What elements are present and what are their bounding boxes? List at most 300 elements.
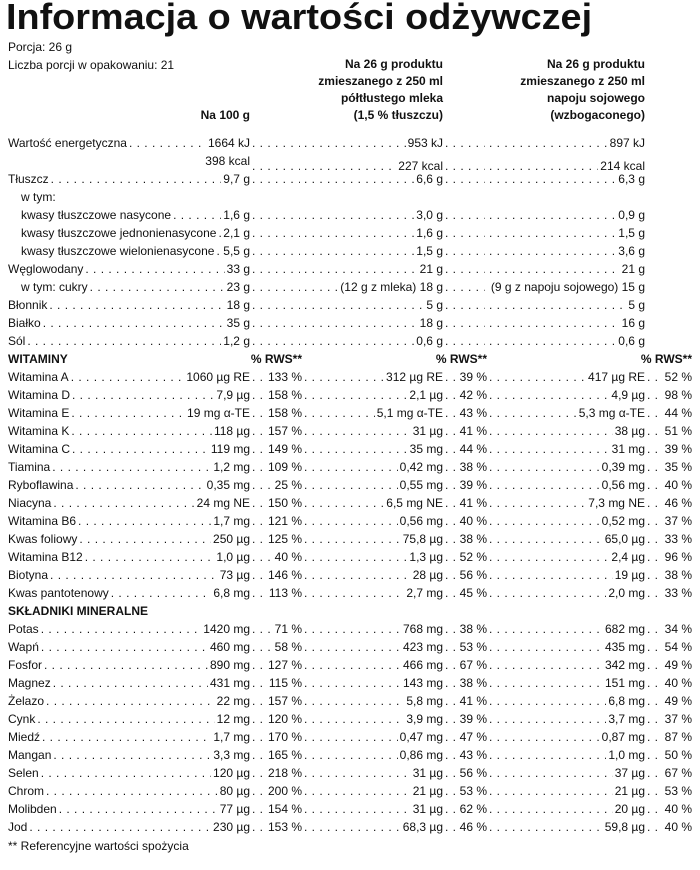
table-row xyxy=(8,656,692,674)
rws-soy: 87 % xyxy=(664,730,692,744)
dot-leader xyxy=(489,692,606,710)
table-row xyxy=(8,386,692,404)
amount-per-100g: 398 kcal xyxy=(205,154,250,168)
column-header-line: Na 26 g produktu xyxy=(344,57,443,71)
table-row xyxy=(8,818,692,836)
column-header-soy xyxy=(520,56,645,124)
cell-v3 xyxy=(487,746,645,764)
amount-soy: 342 mg xyxy=(604,658,645,672)
dot-leader xyxy=(445,674,458,692)
dot-leader xyxy=(252,386,266,404)
amount-milk: 227 kcal xyxy=(398,159,443,173)
table-row xyxy=(8,548,692,566)
cell-p2 xyxy=(443,530,487,548)
dot-leader xyxy=(304,260,418,278)
rws-milk: 53 % xyxy=(459,784,487,798)
table-row xyxy=(8,224,692,242)
amount-soy: 6,3 g xyxy=(618,172,645,186)
amount-soy: 3,7 mg xyxy=(608,712,645,726)
amount-milk: 68,3 µg xyxy=(402,820,443,834)
cell-v3 xyxy=(487,134,645,152)
cell-v2 xyxy=(302,260,443,278)
dot-leader xyxy=(41,620,202,638)
dot-leader xyxy=(647,800,663,818)
amount-soy: 16 g xyxy=(621,316,645,330)
rws-per-100g: 125 % xyxy=(267,532,302,546)
dot-leader xyxy=(78,512,211,530)
amount-per-100g: 1,7 mg xyxy=(213,514,250,528)
column-header-milk xyxy=(318,56,443,124)
cell-p2 xyxy=(443,584,487,602)
cell-p3 xyxy=(645,638,692,656)
column-header-per-100g: Na 100 g xyxy=(200,108,250,122)
row-label: Kwas foliowy xyxy=(8,532,78,546)
label-and-col1 xyxy=(8,584,250,602)
dot-leader xyxy=(304,674,401,692)
table-row xyxy=(8,782,692,800)
servings-per-pack: Liczba porcji w opakowaniu: 21 xyxy=(8,58,175,72)
dot-leader xyxy=(304,224,414,242)
row-label: Miedź xyxy=(8,730,41,744)
dot-leader xyxy=(489,260,620,278)
cell-v2 xyxy=(302,440,443,458)
rws-per-100g: % RWS** xyxy=(250,352,302,366)
cell-p2 xyxy=(443,386,487,404)
dot-leader xyxy=(53,674,208,692)
dot-leader xyxy=(304,296,424,314)
label-and-col1 xyxy=(8,710,250,728)
cell-v2 xyxy=(302,242,443,260)
amount-soy: 6,8 mg xyxy=(608,694,645,708)
cell-v2 xyxy=(302,404,443,422)
cell-v2 xyxy=(302,422,443,440)
row-label: kwasy tłuszczowe jednonienasycone xyxy=(21,226,217,240)
cell-p1 xyxy=(250,638,302,656)
rws-soy: 44 % xyxy=(664,406,692,420)
amount-per-100g: 120 µg xyxy=(213,766,250,780)
cell-v2 xyxy=(302,386,443,404)
rws-milk: 42 % xyxy=(459,388,487,402)
rws-per-100g: 127 % xyxy=(267,658,302,672)
dot-leader xyxy=(647,584,663,602)
cell-p1 xyxy=(250,368,302,386)
rws-soy: 33 % xyxy=(664,532,692,546)
row-label: Witamina B6 xyxy=(8,514,77,528)
label-and-col1 xyxy=(8,818,250,836)
dot-leader xyxy=(252,440,266,458)
cell-v3 xyxy=(487,584,645,602)
dot-leader xyxy=(647,566,663,584)
table-row xyxy=(8,170,692,188)
amount-per-100g: 73 µg xyxy=(219,568,250,582)
rws-soy: 53 % xyxy=(664,784,692,798)
dot-leader xyxy=(304,368,384,386)
table-row xyxy=(8,206,692,224)
dot-leader xyxy=(445,242,485,260)
dot-leader xyxy=(252,224,300,242)
rws-per-100g: 200 % xyxy=(267,784,302,798)
cell-p2 xyxy=(443,314,487,332)
dot-leader xyxy=(647,692,663,710)
dot-leader xyxy=(489,314,620,332)
label-and-col1 xyxy=(8,260,250,278)
rws-soy: 40 % xyxy=(664,802,692,816)
dot-leader xyxy=(647,548,663,566)
column-header-line: zmieszanego z 250 ml xyxy=(318,74,443,88)
rws-soy: 98 % xyxy=(664,388,692,402)
dot-leader xyxy=(445,512,458,530)
row-label: Tłuszcz xyxy=(8,172,49,186)
rws-soy: 96 % xyxy=(664,550,692,564)
dot-leader xyxy=(46,782,218,800)
dot-leader xyxy=(445,476,458,494)
serving-size: Porcja: 26 g xyxy=(8,40,73,54)
dot-leader xyxy=(129,134,206,152)
rws-per-100g: 58 % xyxy=(274,640,302,654)
amount-milk: 0,55 mg xyxy=(399,478,443,492)
row-label: Węglowodany xyxy=(8,262,84,276)
dot-leader xyxy=(41,638,208,656)
cell-v3 xyxy=(487,458,645,476)
table-row xyxy=(8,530,692,548)
dot-leader xyxy=(252,638,273,656)
dot-leader xyxy=(445,458,458,476)
dot-leader xyxy=(43,314,225,332)
amount-per-100g: 19 mg α-TE xyxy=(187,406,250,420)
cell-p1 xyxy=(250,656,302,674)
dot-leader xyxy=(647,764,663,782)
cell-p2 xyxy=(443,800,487,818)
row-label: Wapń xyxy=(8,640,39,654)
dot-leader xyxy=(647,512,663,530)
dot-leader xyxy=(252,728,266,746)
amount-soy: 7,3 mg NE xyxy=(588,496,645,510)
amount-milk: 75,8 µg xyxy=(402,532,443,546)
label-and-col1 xyxy=(8,728,250,746)
rws-milk: 67 % xyxy=(459,658,487,672)
cell-p1 xyxy=(250,818,302,836)
cell-v3 xyxy=(487,278,645,296)
amount-per-100g: 1,2 g xyxy=(223,334,250,348)
dot-leader xyxy=(53,746,211,764)
row-label: SKŁADNIKI MINERALNE xyxy=(8,604,148,618)
dot-leader xyxy=(445,404,458,422)
dot-leader xyxy=(37,710,214,728)
cell-p3 xyxy=(645,674,692,692)
dot-leader xyxy=(252,818,266,836)
cell-p1 xyxy=(250,314,302,332)
rws-milk: 43 % xyxy=(459,406,487,420)
amount-per-100g: 1060 µg RE xyxy=(186,370,250,384)
amount-milk: 143 mg xyxy=(402,676,443,690)
dot-leader xyxy=(489,710,606,728)
cell-p3 xyxy=(645,656,692,674)
amount-milk: 3,9 mg xyxy=(406,712,443,726)
cell-v2 xyxy=(302,278,443,296)
cell-p1 xyxy=(250,404,302,422)
cell-p1 xyxy=(250,278,302,296)
amount-milk: 21 g xyxy=(419,262,443,276)
cell-p2 xyxy=(443,296,487,314)
dot-leader xyxy=(27,332,221,350)
amount-per-100g: 1664 kJ xyxy=(207,136,250,150)
rws-milk: 38 % xyxy=(459,676,487,690)
cell-v3 xyxy=(487,656,645,674)
cell-p3 xyxy=(645,800,692,818)
row-label: Kwas pantotenowy xyxy=(8,586,109,600)
cell-v2 xyxy=(302,368,443,386)
row-label: Ryboflawina xyxy=(8,478,74,492)
label-and-col1 xyxy=(8,674,250,692)
cell-v3 xyxy=(487,422,645,440)
cell-p3 xyxy=(645,710,692,728)
footnote: ** Referencyjne wartości spożycia xyxy=(8,839,189,853)
row-label: kwasy tłuszczowe wielonienasycone xyxy=(21,244,215,258)
label-and-col1 xyxy=(8,476,250,494)
amount-per-100g: 119 mg xyxy=(210,442,250,456)
dot-leader xyxy=(46,692,215,710)
amount-milk: 0,86 mg xyxy=(399,748,443,762)
dot-leader xyxy=(647,782,663,800)
amount-soy: 65,0 µg xyxy=(604,532,645,546)
amount-milk: 21 µg xyxy=(412,784,443,798)
label-and-col1 xyxy=(8,170,250,188)
label-and-col1 xyxy=(8,458,250,476)
cell-v2 xyxy=(302,638,443,656)
row-label: WITAMINY xyxy=(8,352,68,366)
rws-per-100g: 121 % xyxy=(267,514,302,528)
dot-leader xyxy=(252,134,300,152)
row-label: kwasy tłuszczowe nasycone xyxy=(21,208,172,222)
amount-per-100g: 12 mg xyxy=(216,712,250,726)
label-and-col1 xyxy=(8,548,250,566)
cell-p2 xyxy=(443,548,487,566)
cell-v2 xyxy=(302,548,443,566)
cell-p2 xyxy=(443,206,487,224)
cell-v3 xyxy=(487,566,645,584)
cell-p1 xyxy=(250,764,302,782)
cell-p3 xyxy=(645,566,692,584)
cell-p1 xyxy=(250,512,302,530)
dot-leader xyxy=(489,746,606,764)
label-and-col1 xyxy=(8,206,250,224)
table-row xyxy=(8,458,692,476)
cell-p2 xyxy=(443,278,487,296)
dot-leader xyxy=(252,656,266,674)
cell-v2 xyxy=(302,800,443,818)
row-label: Jod xyxy=(8,820,28,834)
rws-per-100g: 149 % xyxy=(267,442,302,456)
dot-leader xyxy=(252,764,266,782)
cell-v3 xyxy=(487,494,645,512)
cell-p1 xyxy=(250,440,302,458)
amount-soy: 0,52 mg xyxy=(601,514,645,528)
cell-p3 xyxy=(645,476,692,494)
dot-leader xyxy=(489,656,603,674)
label-and-col1 xyxy=(8,296,250,314)
dot-leader xyxy=(489,368,586,386)
cell-v2 xyxy=(302,656,443,674)
dot-leader xyxy=(304,782,411,800)
cell-p3 xyxy=(645,368,692,386)
amount-per-100g: 250 µg xyxy=(213,532,250,546)
cell-v3 xyxy=(487,332,645,350)
dot-leader xyxy=(252,296,300,314)
amount-soy: 20 µg xyxy=(614,802,645,816)
amount-milk: 768 mg xyxy=(402,622,443,636)
amount-per-100g: 460 mg xyxy=(209,640,250,654)
cell-p1 xyxy=(250,296,302,314)
cell-v2 xyxy=(302,134,443,152)
rws-soy: 38 % xyxy=(664,568,692,582)
table-row xyxy=(8,746,692,764)
dot-leader xyxy=(489,134,608,152)
column-header-line: Na 26 g produktu xyxy=(546,57,645,71)
amount-per-100g: 22 mg xyxy=(216,694,250,708)
cell-p2 xyxy=(443,512,487,530)
amount-milk: (12 g z mleka) 18 g xyxy=(340,280,443,294)
dot-leader xyxy=(75,476,204,494)
rws-per-100g: 158 % xyxy=(267,406,302,420)
table-row xyxy=(8,332,692,350)
row-label: Mangan xyxy=(8,748,52,762)
dot-leader xyxy=(647,728,663,746)
column-header-line: napoju sojowego xyxy=(547,91,645,105)
rws-per-100g: 40 % xyxy=(274,550,302,564)
cell-p1 xyxy=(250,206,302,224)
dot-leader xyxy=(489,530,603,548)
dot-leader xyxy=(489,782,613,800)
cell-p2 xyxy=(443,134,487,152)
cell-p3 xyxy=(645,512,692,530)
dot-leader xyxy=(252,458,266,476)
cell-v3 xyxy=(487,764,645,782)
table-row xyxy=(8,764,692,782)
cell-p2 xyxy=(443,656,487,674)
dot-leader xyxy=(304,134,406,152)
cell-v3 xyxy=(487,260,645,278)
amount-soy: (9 g z napoju sojowego) 15 g xyxy=(490,280,645,294)
dot-leader xyxy=(489,818,603,836)
rws-soy: 51 % xyxy=(664,424,692,438)
rws-soy: 34 % xyxy=(664,622,692,636)
dot-leader xyxy=(445,170,485,188)
amount-milk: 31 µg xyxy=(412,424,443,438)
amount-milk: 35 mg xyxy=(409,442,443,456)
amount-per-100g: 2,1 g xyxy=(223,226,250,240)
dot-leader xyxy=(647,422,663,440)
dot-leader xyxy=(445,386,458,404)
dot-leader xyxy=(50,566,218,584)
amount-milk: 0,42 mg xyxy=(399,460,443,474)
dot-leader xyxy=(252,368,266,386)
cell-p2 xyxy=(443,458,487,476)
dot-leader xyxy=(71,368,185,386)
cell-p1 xyxy=(250,620,302,638)
cell-p2 xyxy=(443,728,487,746)
table-row xyxy=(8,314,692,332)
cell-v3 xyxy=(487,728,645,746)
rws-milk: 38 % xyxy=(459,460,487,474)
rws-soy: 40 % xyxy=(664,478,692,492)
cell-v3 xyxy=(487,476,645,494)
cell-p2 xyxy=(443,710,487,728)
row-label: Selen xyxy=(8,766,39,780)
dot-leader xyxy=(304,566,411,584)
label-and-col1 xyxy=(8,152,250,170)
amount-per-100g: 1,6 g xyxy=(223,208,250,222)
dot-leader xyxy=(71,404,185,422)
amount-milk: 0,56 mg xyxy=(399,514,443,528)
dot-leader xyxy=(41,764,211,782)
amount-per-100g: 9,7 g xyxy=(223,172,250,186)
amount-per-100g: 1420 mg xyxy=(203,622,250,636)
dot-leader xyxy=(218,224,221,242)
rws-soy: 54 % xyxy=(664,640,692,654)
amount-milk: 31 µg xyxy=(412,766,443,780)
dot-leader xyxy=(647,638,663,656)
dot-leader xyxy=(252,278,300,296)
dot-leader xyxy=(252,404,266,422)
rws-milk: 41 % xyxy=(459,694,487,708)
row-label: Witamina K xyxy=(8,424,70,438)
dot-leader xyxy=(445,440,458,458)
rws-per-100g: 150 % xyxy=(267,496,302,510)
row-label: Żelazo xyxy=(8,694,45,708)
dot-leader xyxy=(252,242,300,260)
amount-soy: 214 kcal xyxy=(600,159,645,173)
dot-leader xyxy=(445,566,458,584)
rws-milk: 38 % xyxy=(459,622,487,636)
rws-soy: 49 % xyxy=(664,694,692,708)
dot-leader xyxy=(252,422,266,440)
dot-leader xyxy=(489,494,586,512)
table-row xyxy=(8,242,692,260)
nutrition-table xyxy=(0,134,700,836)
cell-p1 xyxy=(250,548,302,566)
dot-leader xyxy=(489,674,603,692)
rws-per-100g: 120 % xyxy=(267,712,302,726)
cell-p3 xyxy=(645,692,692,710)
dot-leader xyxy=(445,494,458,512)
dot-leader xyxy=(304,440,408,458)
amount-per-100g: 1,2 mg xyxy=(213,460,250,474)
label-and-col1 xyxy=(8,386,250,404)
rws-milk: 56 % xyxy=(459,766,487,780)
amount-soy: 417 µg RE xyxy=(588,370,645,384)
rws-per-100g: 133 % xyxy=(267,370,302,384)
dot-leader xyxy=(647,458,663,476)
cell-p1 xyxy=(250,170,302,188)
dot-leader xyxy=(445,278,485,296)
label-and-col1 xyxy=(8,332,250,350)
amount-soy: 897 kJ xyxy=(609,136,645,150)
dot-leader xyxy=(304,692,404,710)
dot-leader xyxy=(304,476,398,494)
cell-p1 xyxy=(250,530,302,548)
dot-leader xyxy=(252,170,300,188)
dot-leader xyxy=(252,800,266,818)
dot-leader xyxy=(489,440,610,458)
dot-leader xyxy=(445,530,458,548)
cell-v3 xyxy=(487,386,645,404)
cell-p3 xyxy=(645,764,692,782)
amount-soy: 5,3 mg α-TE xyxy=(578,406,645,420)
dot-leader xyxy=(489,764,613,782)
dot-leader xyxy=(304,638,401,656)
table-row xyxy=(8,602,692,620)
dot-leader xyxy=(647,368,663,386)
